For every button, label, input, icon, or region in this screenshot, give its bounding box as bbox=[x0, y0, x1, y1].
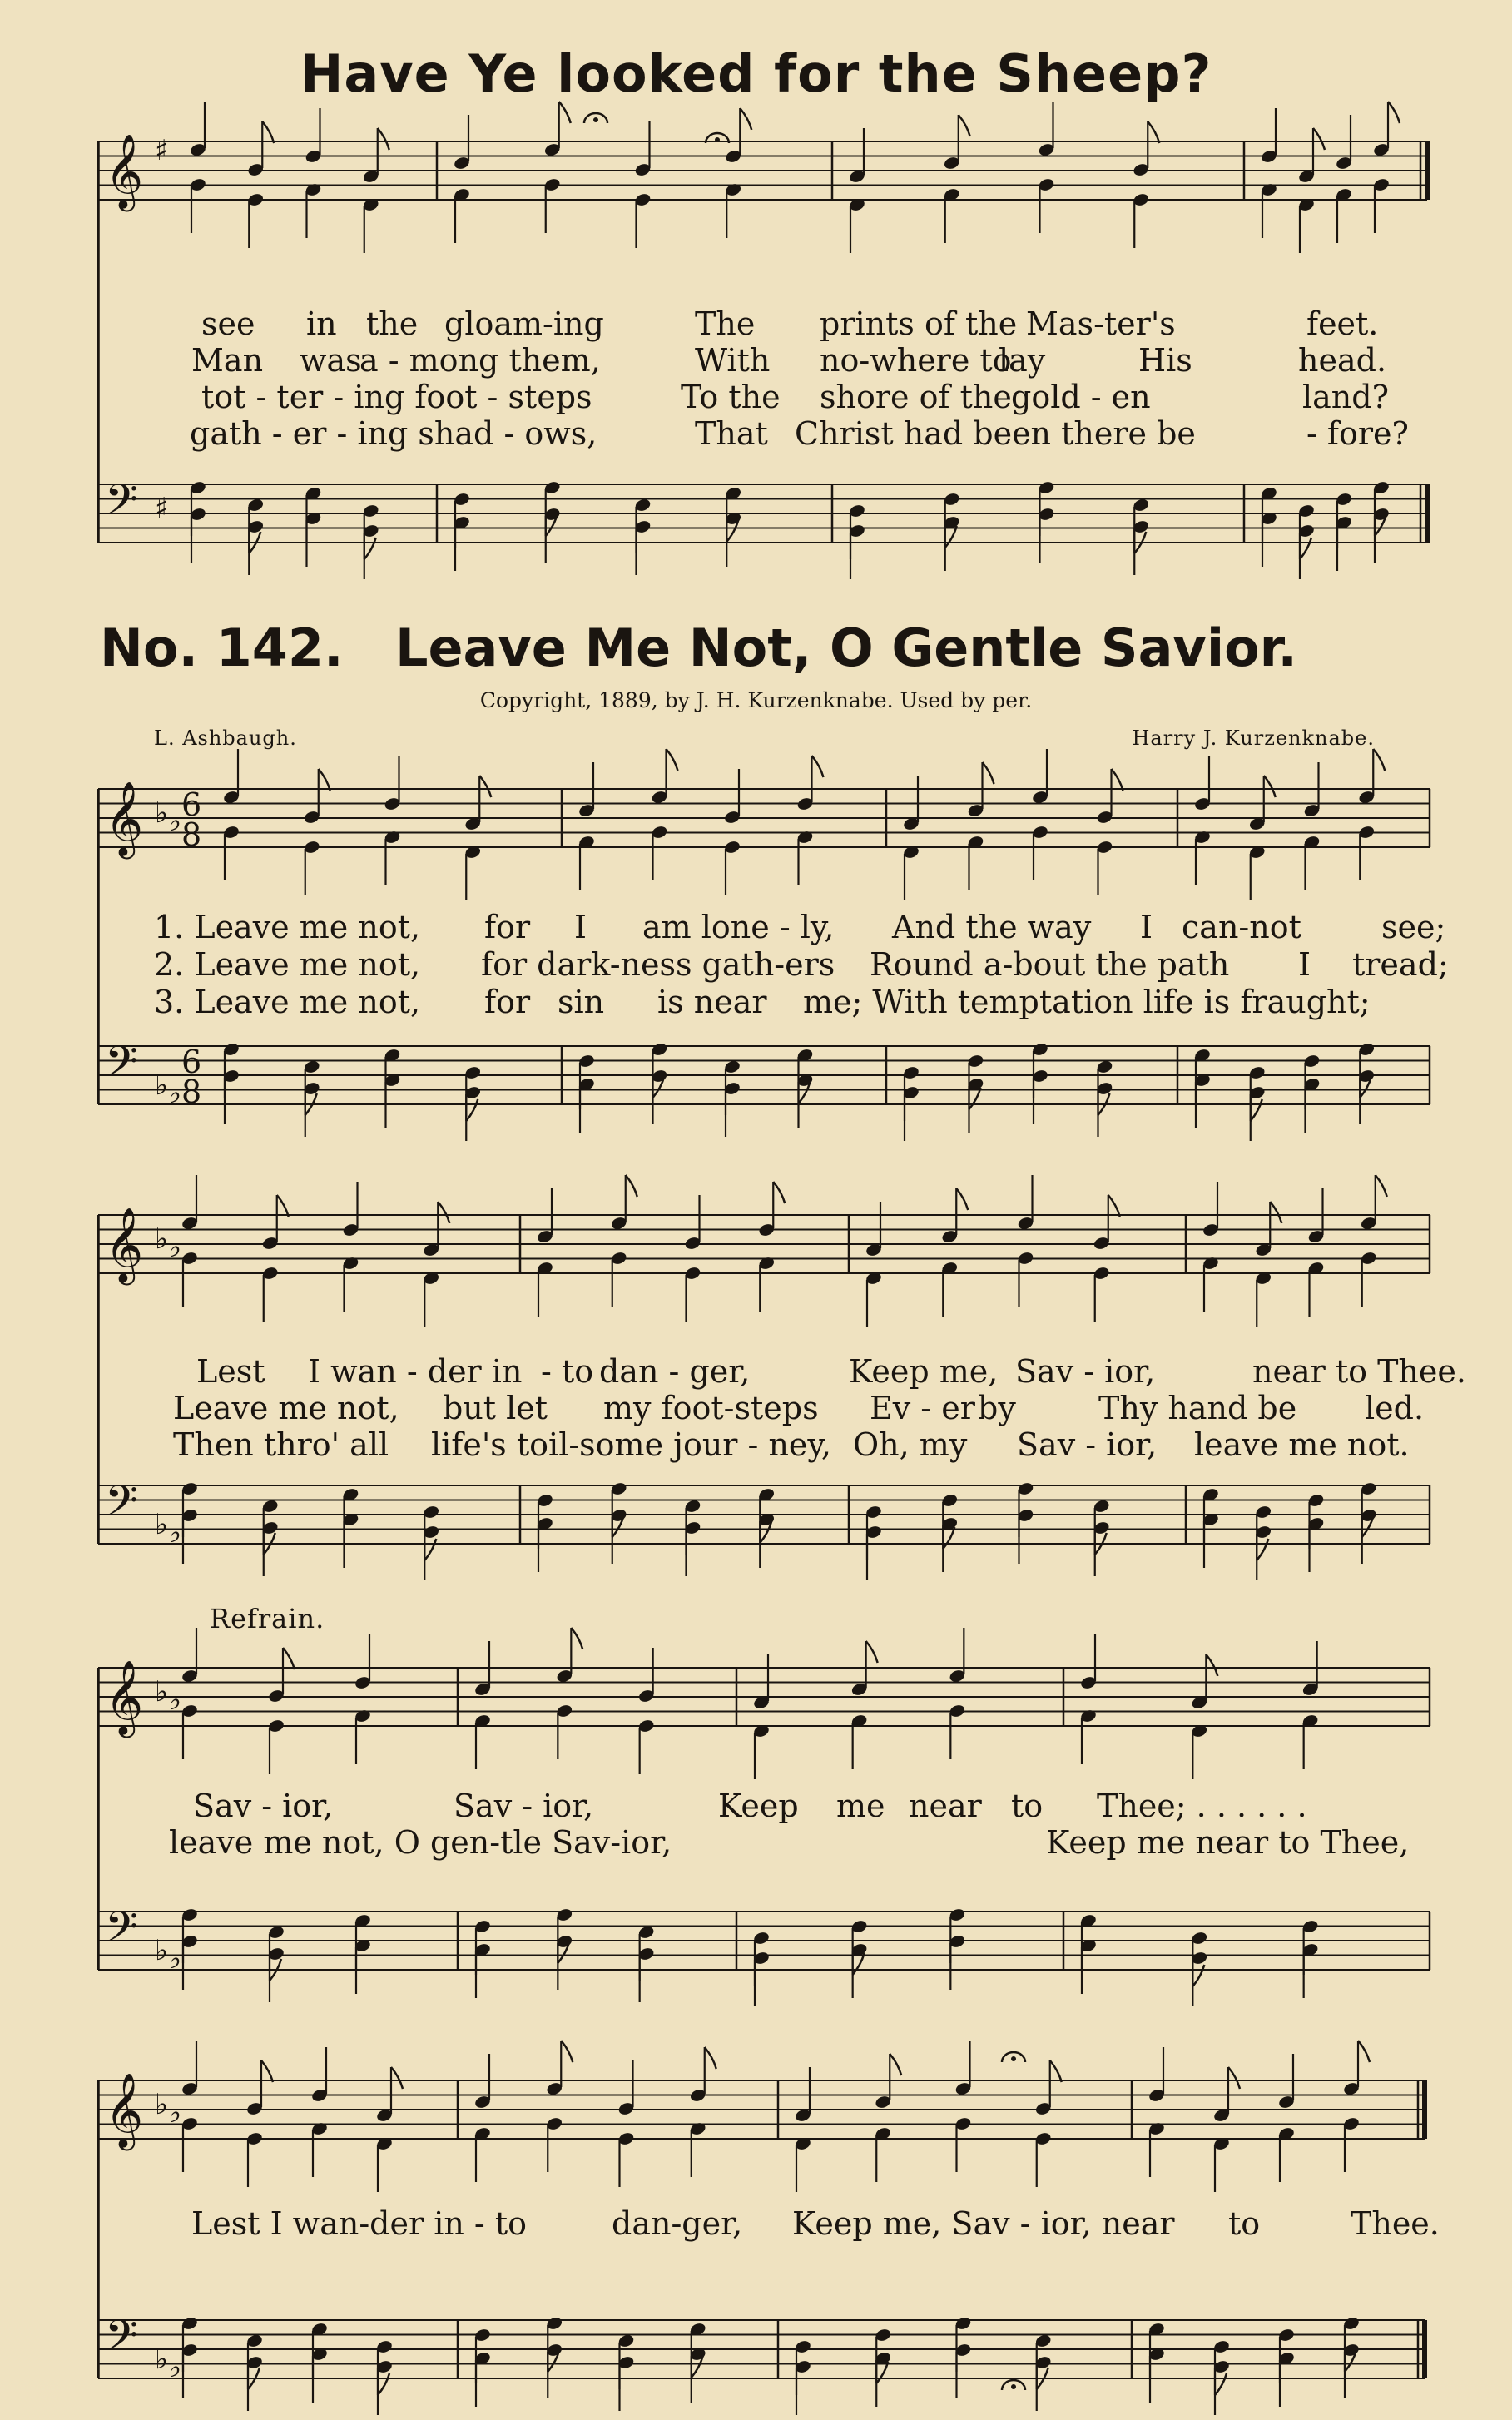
verse-line2-word: 2. Leave me not, bbox=[154, 946, 421, 983]
refrain-line1-word: Sav - ior, bbox=[454, 1788, 594, 1824]
note-flag bbox=[956, 1188, 968, 1210]
refrain-line1-word: near bbox=[909, 1788, 982, 1824]
prev-lyric-line3-word: tot - ter - ing foot - steps bbox=[201, 379, 592, 415]
refrain-label: Refrain. bbox=[210, 1603, 325, 1634]
note-flag bbox=[1108, 1195, 1120, 1217]
flat-key-icon: ♭ bbox=[155, 1508, 169, 1541]
bass-clef-icon: 𝄢 bbox=[105, 1036, 138, 1097]
flat-key-icon: ♭ bbox=[155, 2343, 169, 2376]
note-flag bbox=[466, 1099, 478, 1121]
flat-key-icon: ♭ bbox=[155, 1675, 169, 1708]
verse2-line3-word: leave me not. bbox=[1194, 1426, 1410, 1463]
prev-lyric-line2-word: With bbox=[695, 342, 771, 379]
verse2-line2-word: Leave me not, bbox=[173, 1390, 399, 1426]
treble-clef-icon: 𝄞 bbox=[105, 1660, 144, 1735]
note-flag bbox=[571, 1628, 582, 1649]
prev-lyric-line1-word: the bbox=[366, 305, 419, 342]
note-flag bbox=[626, 1175, 637, 1197]
verse2-line2-word: my foot-steps bbox=[603, 1390, 819, 1426]
fermata-dot bbox=[593, 117, 598, 122]
note-flag bbox=[740, 108, 751, 130]
note-flag bbox=[969, 1088, 981, 1109]
note-flag bbox=[262, 121, 274, 143]
flat-key-icon: ♭ bbox=[168, 1684, 182, 1717]
note-flag bbox=[559, 102, 571, 123]
bass-clef-icon: 𝄢 bbox=[105, 1475, 138, 1536]
verse-line3-word: sin bbox=[558, 984, 605, 1020]
verse2-line1-word: - to bbox=[541, 1353, 594, 1390]
verse-line1-word: for bbox=[484, 909, 531, 945]
note-flag bbox=[1112, 769, 1123, 791]
prev-lyric-line4-word: That bbox=[695, 415, 768, 452]
verse-line1-word: am lone - ly, bbox=[642, 909, 835, 945]
prev-lyric-line4-word: Christ had been there be bbox=[795, 415, 1196, 452]
prev-lyric-line2-word: lay bbox=[999, 342, 1046, 379]
note-flag bbox=[1264, 776, 1276, 797]
flat-key-icon: ♭ bbox=[168, 805, 182, 838]
note-flag bbox=[261, 2060, 273, 2082]
note-flag bbox=[1215, 2373, 1227, 2395]
flat-key-icon: ♭ bbox=[168, 1516, 182, 1550]
note-flag bbox=[866, 1641, 878, 1663]
verse-line2-word: I bbox=[1298, 946, 1311, 983]
prev-lyric-line1-word: The bbox=[695, 305, 756, 342]
verse2-line1-word: dan - ger, bbox=[599, 1353, 751, 1390]
verse-line2-word: tread; bbox=[1352, 946, 1449, 983]
note-flag bbox=[1257, 1539, 1268, 1560]
fermata-dot bbox=[1011, 2384, 1016, 2389]
prev-lyric-line2-word: His bbox=[1138, 342, 1192, 379]
verse2-line1-word: Sav - ior, bbox=[1015, 1353, 1156, 1390]
flat-key-icon: ♭ bbox=[168, 2096, 182, 2130]
prev-lyric-line1-word: in bbox=[306, 305, 337, 342]
verse2-line2-word: Ev - er bbox=[870, 1390, 975, 1426]
time-signature-denominator: 8 bbox=[181, 1074, 202, 1110]
lyricist-credit: L. Ashbaugh. bbox=[154, 726, 297, 750]
verse-line3-word: is near bbox=[657, 984, 767, 1020]
verse2-line1-word: Lest bbox=[196, 1353, 265, 1390]
note-flag bbox=[479, 776, 491, 797]
refrain-line1-word: Sav - ior, bbox=[193, 1788, 334, 1824]
note-flag bbox=[438, 1202, 449, 1223]
prev-lyric-line1-word: feet. bbox=[1306, 305, 1379, 342]
note-flag bbox=[283, 1648, 295, 1669]
note-flag bbox=[378, 128, 389, 150]
note-flag bbox=[876, 2362, 888, 2383]
verse-line1-word: see; bbox=[1381, 909, 1446, 945]
verse2-line2-word: by bbox=[978, 1390, 1016, 1426]
refrain-line1-word: Thee; . . . . . . bbox=[1097, 1788, 1307, 1824]
note-flag bbox=[1388, 102, 1400, 123]
verse2-line1-word: I wan - der in bbox=[308, 1353, 523, 1390]
note-flag bbox=[1148, 121, 1159, 143]
note-flag bbox=[319, 769, 330, 791]
verse-line1-word: I bbox=[574, 909, 587, 945]
verse2-line3-word: life's toil-some jour - ney, bbox=[431, 1426, 831, 1463]
prev-lyric-line3-word: shore of the bbox=[820, 379, 1012, 415]
flat-key-icon: ♭ bbox=[168, 1231, 182, 1264]
note-flag bbox=[1206, 1654, 1217, 1676]
note-flag bbox=[1251, 1099, 1262, 1121]
prev-lyric-line1-word: prints of the bbox=[820, 305, 1018, 342]
flat-key-icon: ♭ bbox=[155, 796, 169, 830]
note-flag bbox=[1270, 1202, 1281, 1223]
time-signature-denominator: 8 bbox=[181, 816, 202, 853]
prev-lyric-line2-word: no-where to bbox=[820, 342, 1012, 379]
prev-lyric-line1-word: see bbox=[201, 305, 255, 342]
flat-key-icon: ♭ bbox=[168, 1942, 182, 1976]
final-lyric-word: Thee. bbox=[1351, 2205, 1440, 2242]
note-flag bbox=[1313, 128, 1325, 150]
fermata-dot bbox=[1011, 2056, 1016, 2061]
sharp-key-icon: ♯ bbox=[155, 134, 169, 167]
previous-hymn-title: Have Ye looked for the Sheep? bbox=[300, 43, 1212, 104]
hymn-number: No. 142. bbox=[100, 617, 344, 678]
refrain-line1-word: me bbox=[836, 1788, 885, 1824]
flat-key-icon: ♭ bbox=[155, 1934, 169, 1967]
prev-lyric-line1-word: gloam-ing bbox=[444, 305, 604, 342]
treble-clef-icon: 𝄞 bbox=[105, 2073, 144, 2148]
note-flag bbox=[1228, 2067, 1240, 2089]
prev-lyric-line1-word: Mas-ter's bbox=[1026, 305, 1176, 342]
note-flag bbox=[391, 2067, 403, 2089]
verse-line1-word: I bbox=[1140, 909, 1153, 945]
prev-lyric-line2-word: Man bbox=[191, 342, 264, 379]
prev-lyric-line2-word: head. bbox=[1298, 342, 1387, 379]
composer-credit: Harry J. Kurzenknabe. bbox=[1132, 726, 1375, 750]
flat-key-icon: ♭ bbox=[155, 2088, 169, 2121]
verse2-line2-word: but let bbox=[443, 1390, 548, 1426]
flat-key-icon: ♭ bbox=[155, 1222, 169, 1256]
verse2-line1-word: Keep me, bbox=[849, 1353, 999, 1390]
note-flag bbox=[1373, 749, 1385, 771]
note-flag bbox=[943, 1527, 954, 1549]
note-flag bbox=[705, 2047, 716, 2069]
refrain-line2-word: leave me not, O gen-tle Sav-ior, bbox=[169, 1824, 672, 1861]
fermata-dot bbox=[715, 137, 720, 142]
prev-lyric-line4-word: - fore? bbox=[1306, 415, 1409, 452]
refrain-line2-word: Keep me near to Thee, bbox=[1046, 1824, 1410, 1861]
flat-key-icon: ♭ bbox=[168, 1077, 182, 1110]
note-flag bbox=[890, 2054, 901, 2075]
flat-key-icon: ♭ bbox=[155, 1069, 169, 1102]
prev-lyric-line4-word: gath - er - ing shad - ows, bbox=[190, 415, 597, 452]
treble-clef-icon: 𝄞 bbox=[105, 781, 144, 856]
note-flag bbox=[364, 538, 376, 559]
verse-line2-word: for dark-ness gath-ers bbox=[481, 946, 835, 983]
note-flag bbox=[378, 2373, 389, 2395]
note-flag bbox=[812, 756, 824, 777]
note-flag bbox=[667, 749, 678, 771]
note-flag bbox=[424, 1539, 436, 1560]
verse-line1-word: 1. Leave me not, bbox=[154, 909, 421, 945]
verse-line3-word: for bbox=[484, 984, 531, 1020]
verse-line3-word: me; With temptation life is fraught; bbox=[803, 984, 1371, 1020]
verse-line3-word: 3. Leave me not, bbox=[154, 984, 421, 1020]
note-flag bbox=[1358, 2041, 1370, 2062]
verse-line2-word: Round a-bout the path bbox=[870, 946, 1230, 983]
time-signature-numerator: 6 bbox=[181, 1044, 202, 1080]
final-lyric-word: dan-ger, bbox=[612, 2205, 743, 2242]
note-flag bbox=[959, 115, 970, 136]
final-lyric-word: to bbox=[1228, 2205, 1261, 2242]
refrain-line1-word: Keep bbox=[718, 1788, 799, 1824]
copyright-notice: Copyright, 1889, by J. H. Kurzenknabe. Used by per. bbox=[479, 688, 1033, 712]
refrain-line1-word: to bbox=[1011, 1788, 1044, 1824]
verse2-line3-word: Oh, my bbox=[853, 1426, 968, 1463]
final-lyric-word: Keep me, Sav - ior, near bbox=[792, 2205, 1175, 2242]
time-signature-numerator: 6 bbox=[181, 786, 202, 823]
treble-clef-icon: 𝄞 bbox=[105, 1208, 144, 1282]
note-flag bbox=[1376, 1175, 1387, 1197]
verse2-line3-word: Then thro' all bbox=[173, 1426, 389, 1463]
note-flag bbox=[945, 526, 957, 548]
note-flag bbox=[773, 1182, 785, 1203]
flat-key-icon: ♭ bbox=[168, 2351, 182, 2384]
prev-lyric-line3-word: To the bbox=[681, 379, 781, 415]
verse-line1-word: And the way bbox=[892, 909, 1092, 945]
bass-clef-icon: 𝄢 bbox=[105, 1902, 138, 1962]
note-flag bbox=[277, 1195, 289, 1217]
note-flag bbox=[1050, 2060, 1062, 2082]
verse-line1-word: can-not bbox=[1182, 909, 1301, 945]
hymn-title: Leave Me Not, O Gentle Savior. bbox=[395, 617, 1297, 678]
verse2-line3-word: Sav - ior, bbox=[1017, 1426, 1158, 1463]
prev-lyric-line2-word: a - mong them, bbox=[359, 342, 601, 379]
treble-clef-icon: 𝄞 bbox=[105, 134, 144, 209]
note-flag bbox=[1300, 538, 1311, 559]
note-flag bbox=[1192, 1965, 1204, 1986]
bass-clef-icon: 𝄢 bbox=[105, 474, 138, 535]
verse2-line1-word: near to Thee. bbox=[1252, 1353, 1466, 1390]
verse2-line2-word: led. bbox=[1365, 1390, 1425, 1426]
note-flag bbox=[561, 2041, 573, 2062]
verse2-line2-word: Thy hand be bbox=[1098, 1390, 1297, 1426]
prev-lyric-line3-word: land? bbox=[1302, 379, 1389, 415]
prev-lyric-line2-word: was bbox=[300, 342, 362, 379]
sharp-key-icon: ♯ bbox=[155, 492, 169, 525]
note-flag bbox=[983, 762, 994, 784]
prev-lyric-line3-word: gold - en bbox=[1011, 379, 1151, 415]
bass-clef-icon: 𝄢 bbox=[105, 2310, 138, 2371]
final-lyric-word: Lest I wan-der in - to bbox=[191, 2205, 527, 2242]
note-flag bbox=[853, 1953, 865, 1975]
